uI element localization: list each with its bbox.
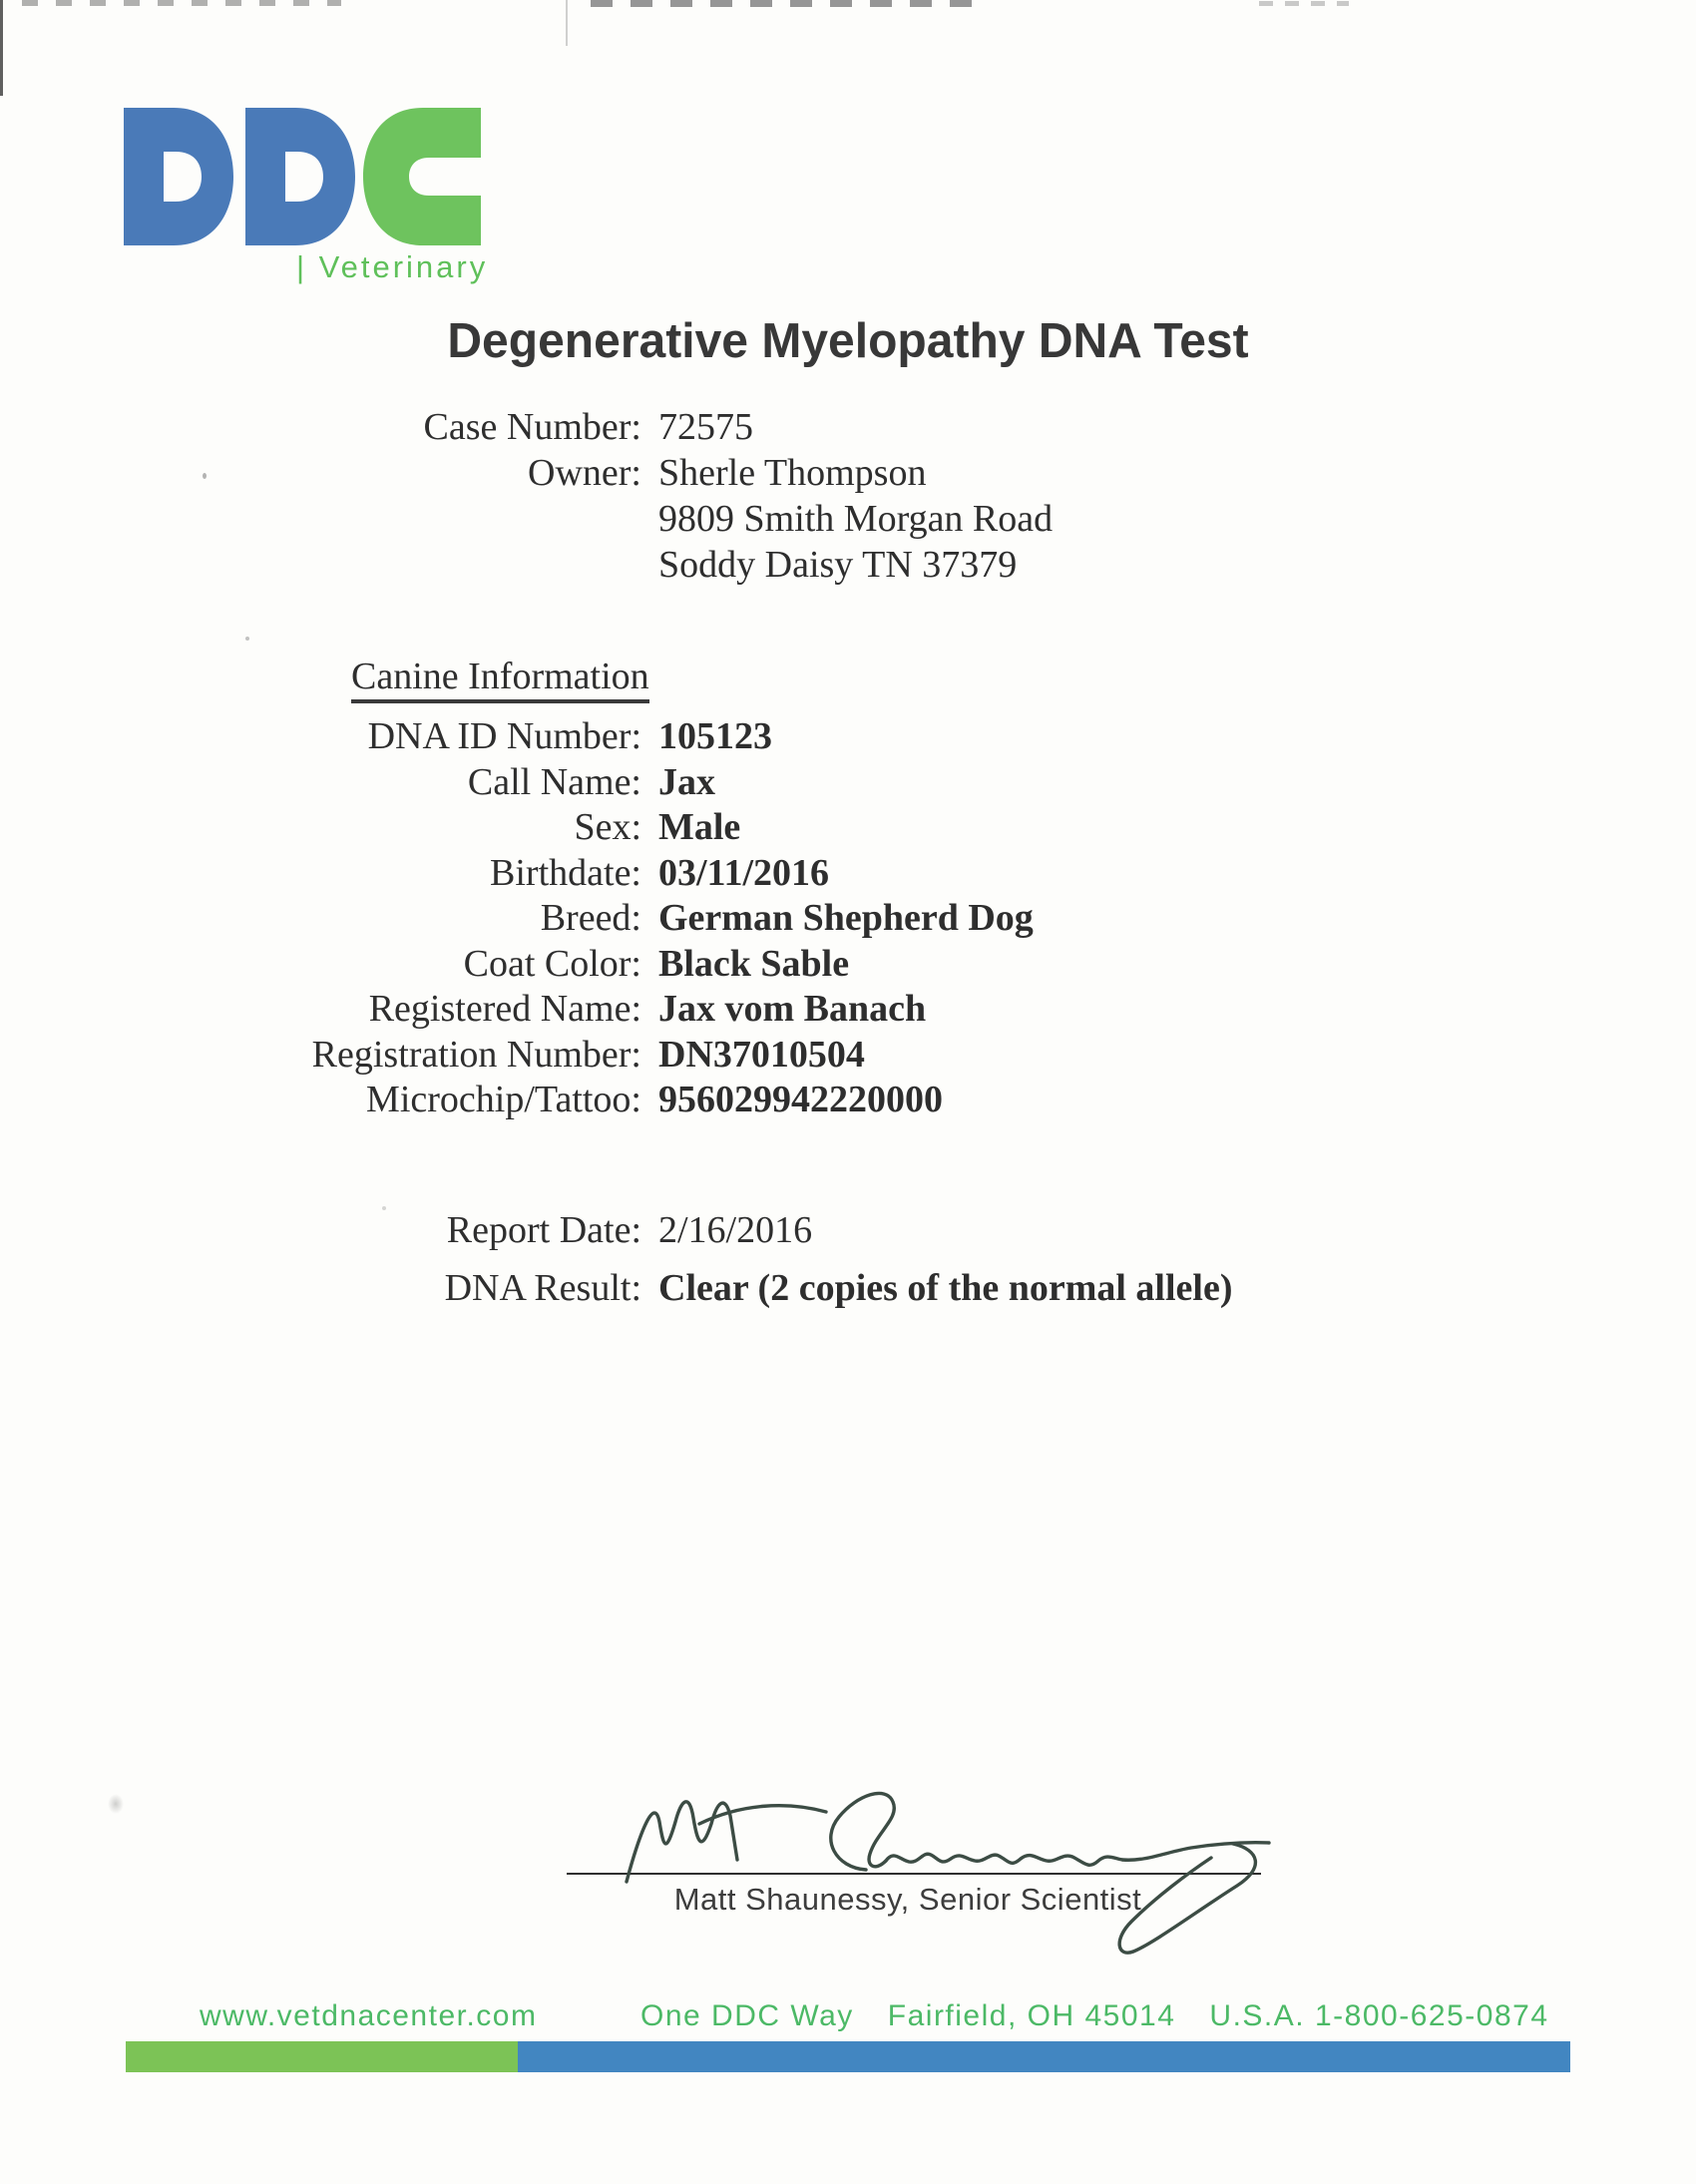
scan-artifact <box>245 637 249 641</box>
breed-label: Breed: <box>540 897 641 939</box>
birthdate-value: 03/11/2016 <box>658 851 830 894</box>
registered-name-label: Registered Name: <box>368 988 641 1030</box>
dna-id-value: 105123 <box>658 715 772 757</box>
ddc-logo-icon <box>118 102 487 251</box>
footer-color-bar <box>126 2041 1570 2072</box>
owner-address-row <box>0 542 1696 588</box>
case-owner-block <box>0 404 1696 588</box>
case-number-label: Case Number: <box>423 406 641 448</box>
sex-label: Sex: <box>574 806 641 848</box>
registered-name-value: Jax vom Banach <box>658 988 927 1030</box>
registered-name-row <box>0 987 1696 1033</box>
footer-address-city: Fairfield, OH 45014 <box>887 1999 1176 2032</box>
scan-artifact <box>566 0 568 46</box>
canine-information-heading: Canine Information <box>351 655 649 703</box>
owner-row <box>0 450 1696 496</box>
handwritten-signature <box>599 1764 1287 1964</box>
birthdate-row <box>0 851 1696 897</box>
breed-row <box>0 896 1696 942</box>
footer-website: www.vetdnacenter.com <box>200 1999 538 2032</box>
call-name-value: Jax <box>658 760 715 803</box>
canine-information-block <box>0 714 1696 1123</box>
owner-address-line2: Soddy Daisy TN 37379 <box>658 544 1018 586</box>
footer <box>0 1999 1696 2035</box>
microchip-label: Microchip/Tattoo: <box>366 1079 641 1120</box>
report-date-label: Report Date: <box>446 1209 641 1251</box>
owner-address-line1: 9809 Smith Morgan Road <box>658 498 1054 540</box>
dna-result-value: Clear (2 copies of the normal allele) <box>658 1267 1233 1309</box>
ddc-logo <box>118 102 487 251</box>
owner-address-row <box>0 496 1696 542</box>
sex-value: Male <box>658 806 741 848</box>
footer-address <box>640 1999 1305 2033</box>
birthdate-label: Birthdate: <box>490 851 641 894</box>
owner-label: Owner: <box>528 452 641 494</box>
coat-color-row <box>0 942 1696 988</box>
footer-address-country: U.S.A. <box>1209 1999 1306 2032</box>
footer-bar-green-segment <box>126 2041 518 2072</box>
report-date-row <box>0 1201 1696 1259</box>
logo-tagline: | Veterinary <box>296 249 489 284</box>
microchip-row <box>0 1078 1696 1123</box>
report-date-value: 2/16/2016 <box>658 1209 813 1251</box>
case-number-row <box>0 404 1696 450</box>
case-number-value: 72575 <box>658 406 753 448</box>
owner-name: Sherle Thompson <box>658 452 927 494</box>
dna-result-row <box>0 1259 1696 1317</box>
registration-number-value: DN37010504 <box>658 1033 865 1076</box>
coat-color-value: Black Sable <box>658 942 850 985</box>
signature-line <box>567 1873 1261 1875</box>
scan-artifact <box>1259 1 1349 6</box>
dna-id-label: DNA ID Number: <box>367 715 641 757</box>
microchip-value: 956029942220000 <box>658 1079 943 1120</box>
page-title: Degenerative Myelopathy DNA Test <box>447 314 1249 368</box>
footer-bar-blue-segment <box>518 2041 1570 2072</box>
dna-id-row <box>0 714 1696 760</box>
breed-value: German Shepherd Dog <box>658 897 1034 939</box>
footer-phone: 1-800-625-0874 <box>1315 1999 1549 2032</box>
scan-artifact <box>22 0 341 6</box>
registration-number-label: Registration Number: <box>311 1033 641 1076</box>
report-result-block <box>0 1201 1696 1317</box>
scan-artifact <box>0 0 3 96</box>
footer-address-street: One DDC Way <box>640 1999 854 2032</box>
call-name-label: Call Name: <box>467 760 641 803</box>
registration-number-row <box>0 1033 1696 1079</box>
signature-caption: Matt Shaunessy, Senior Scientist <box>673 1882 1142 1917</box>
coat-color-label: Coat Color: <box>463 942 641 985</box>
dna-result-label: DNA Result: <box>444 1267 641 1309</box>
scan-artifact <box>108 1794 124 1814</box>
sex-row <box>0 805 1696 851</box>
scan-artifact <box>591 0 990 7</box>
call-name-row <box>0 760 1696 806</box>
